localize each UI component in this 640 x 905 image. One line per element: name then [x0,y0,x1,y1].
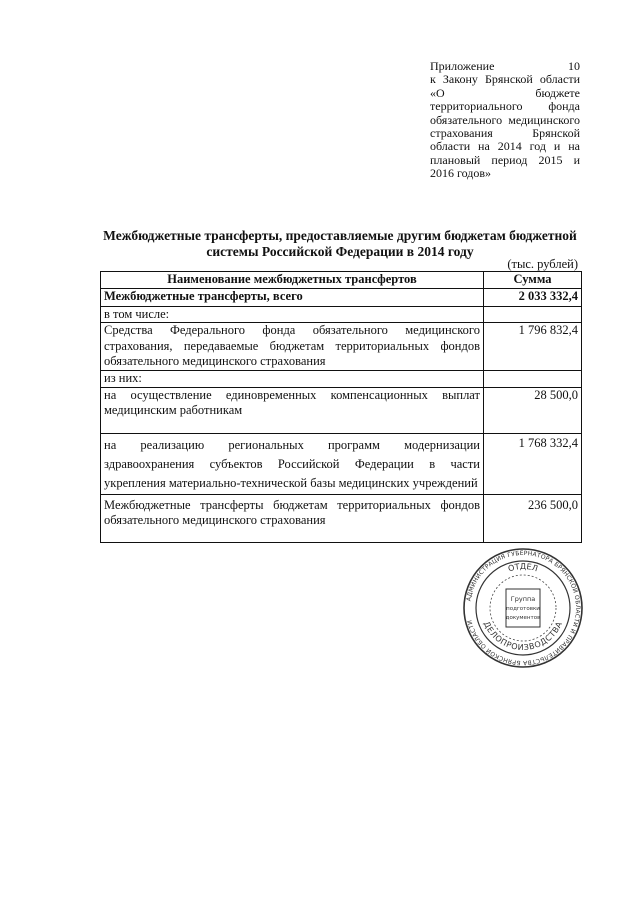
appendix-line: области на 2014 год и на [430,140,580,154]
stamp-outer-text: АДМИНИСТРАЦИЯ ГУБЕРНАТОРА БРЯНСКОЙ ОБЛАСТИ И ПРАВИТЕЛЬСТВА БРЯНСКОЙ ОБЛАСТИ [465,549,582,667]
document-title-line: Межбюджетные трансферты, предоставляемые другим бюджетам бюджетной [103,228,577,243]
table-row [101,371,582,388]
column-header-name: Наименование межбюджетных трансфертов [101,272,484,289]
column-header-sum: Сумма [484,272,582,289]
stamp-center-line: документов [505,615,541,621]
appendix-line: страхования Брянской [430,127,580,141]
row-name: из них: [101,371,484,388]
units-label: (тыс. рублей) [507,257,578,271]
appendix-line: к Закону Брянской области [430,73,580,87]
appendix-line: «О бюджете [430,86,580,100]
appendix-line: территориального фонда [430,100,580,114]
row-name: Средства Федерального фонда обязательного медицинского страхования, передаваемые бюджетам территориальных фондов обязательного медицинского страхования [101,323,484,371]
row-sum [484,306,582,323]
appendix-line: обязательного медицинского [430,113,580,127]
row-sum: 28 500,0 [484,387,582,433]
row-sum [484,371,582,388]
row-name: на реализацию региональных программ модернизации здравоохранения субъектов Российской Федерации в части укрепления материально-технической базы медицинских учреждений [101,433,484,494]
office-stamp [462,547,584,669]
row-sum: 1 796 832,4 [484,323,582,371]
row-name: Межбюджетные трансферты, всего [101,288,484,306]
row-name: Межбюджетные трансферты бюджетам территориальных фондов обязательного медицинского страхования [101,494,484,542]
stamp-center-line: Группа [510,595,536,603]
table-row [101,323,582,371]
row-name: на осуществление единовременных компенсационных выплат медицинским работникам [101,387,484,433]
appendix-line: плановый период 2015 и [430,153,580,167]
table-row [101,433,582,494]
stamp-top-text: ОТДЕЛ [507,561,539,574]
document-title [100,228,580,260]
appendix-line: 2016 годов» [430,167,492,181]
row-sum: 236 500,0 [484,494,582,542]
table-row [101,494,582,542]
appendix-note [430,60,580,181]
transfers-table [100,271,582,543]
row-name: в том числе: [101,306,484,323]
row-sum: 1 768 332,4 [484,433,582,494]
stamp-center-line: подготовки [506,606,540,612]
table-row-total [101,288,582,306]
document-title-line: системы Российской Федерации в 2014 году [206,244,474,259]
row-sum: 2 033 332,4 [484,288,582,306]
table-header-row [101,272,582,289]
table-row [101,387,582,433]
table-row [101,306,582,323]
appendix-line: Приложение 10 [430,60,580,73]
stamp-bottom-text: ДЕЛОПРОИЗВОДСТВА [481,620,565,653]
